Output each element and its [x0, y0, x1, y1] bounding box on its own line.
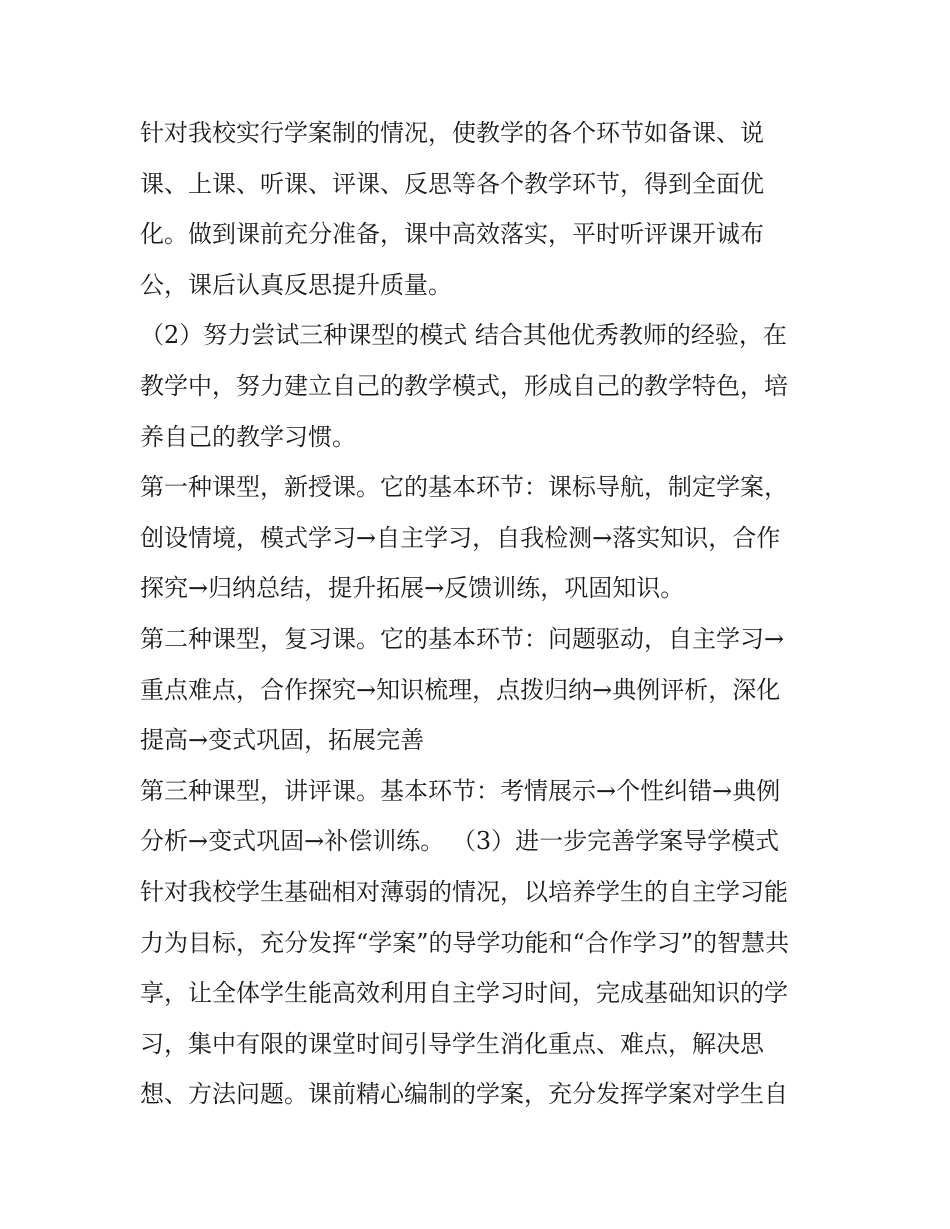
- text-line: 习，集中有限的课堂时间引导学生消化重点、难点，解决思: [140, 1029, 764, 1058]
- text-line: 针对我校学生基础相对薄弱的情况，以培养学生的自主学习能: [140, 877, 788, 906]
- text-line: 养自己的教学习惯。: [140, 422, 356, 451]
- text-line: 想、方法问题。课前精心编制的学案，充分发挥学案对学生自: [140, 1080, 788, 1109]
- text-line: 第二种课型，复习课。它的基本环节：问题驱动，自主学习→: [140, 624, 785, 653]
- text-line: 教学中，努力建立自己的教学模式，形成自己的教学特色，培: [140, 371, 788, 400]
- text-line: 力为目标，充分发挥“学案”的导学功能和“合作学习”的智慧共: [140, 928, 790, 957]
- text-line: 第一种课型，新授课。它的基本环节：课标导航，制定学案，: [140, 473, 788, 502]
- text-line: 课、上课、听课、评课、反思等各个教学环节，得到全面优: [140, 169, 764, 198]
- text-line: 第三种课型，讲评课。基本环节：考情展示→个性纠错→典例: [140, 776, 781, 805]
- text-line: 提高→变式巩固，拓展完善: [140, 726, 425, 755]
- text-line: 享，让全体学生能高效利用自主学习时间，完成基础知识的学: [140, 979, 788, 1008]
- text-line: 重点难点，合作探究→知识梳理，点拨归纳→典例评析，深化: [140, 675, 781, 704]
- text-line: 探究→归纳总结，提升拓展→反馈训练，巩固知识。: [140, 574, 685, 603]
- text-line: 创设情境，模式学习→自主学习，自我检测→落实知识，合作: [140, 523, 781, 552]
- body-text: [140, 108, 820, 1120]
- text-line: （2）努力尝试三种课型的模式 结合其他优秀教师的经验，在: [140, 321, 787, 350]
- text-line: 针对我校实行学案制的情况，使教学的各个环节如备课、说: [140, 119, 764, 147]
- text-line: 化。做到课前充分准备，课中高效落实，平时听评课开诚布: [140, 220, 764, 249]
- text-line: 分析→变式巩固→补偿训练。 （3）进一步完善学案导学模式: [140, 827, 780, 856]
- text-line: 公，课后认真反思提升质量。: [140, 270, 452, 299]
